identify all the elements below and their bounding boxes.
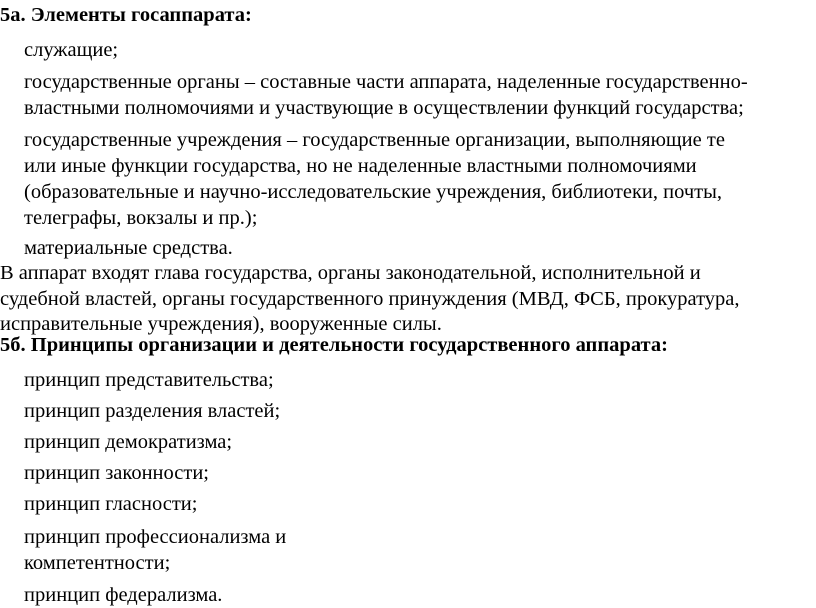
list-item-continuation: или иные функции государства, но не наделенные властными полномочиями — [24, 155, 697, 177]
section-a-heading: 5а. Элементы госаппарата: — [0, 4, 252, 26]
list-item: материальные средства. — [24, 237, 233, 259]
note-paragraph-line: судебной властей, органы государственного принуждения (МВД, ФСБ, прокуратура, — [0, 288, 740, 310]
principle-item: принцип профессионализма и — [24, 526, 287, 548]
principle-item: принцип гласности; — [24, 493, 198, 515]
list-item: государственные учреждения – государственные организации, выполняющие те — [24, 129, 725, 151]
principle-item: принцип представительства; — [24, 369, 274, 391]
list-item: государственные органы – составные части аппарата, наделенные государственно- — [24, 71, 748, 93]
list-item-continuation: (образовательные и научно-исследовательские учреждения, библиотеки, почты, — [24, 181, 722, 203]
list-item-continuation: властными полномочиями и участвующие в осуществлении функций государства; — [24, 97, 744, 119]
note-paragraph-line: В аппарат входят глава государства, органы законодательной, исполнительной и — [0, 262, 701, 284]
list-item: служащие; — [24, 39, 119, 61]
principle-item: принцип демократизма; — [24, 431, 233, 453]
principle-item: принцип законности; — [24, 462, 209, 484]
section-b-heading: 5б. Принципы организации и деятельности государственного аппарата: — [0, 334, 668, 356]
principle-item: принцип федерализма. — [24, 584, 223, 606]
list-item-continuation: телеграфы, вокзалы и пр.); — [24, 207, 258, 229]
principle-item-continuation: компетентности; — [24, 552, 171, 574]
note-paragraph-line: исправительные учреждения), вооруженные силы. — [0, 313, 442, 335]
principle-item: принцип разделения властей; — [24, 400, 281, 422]
